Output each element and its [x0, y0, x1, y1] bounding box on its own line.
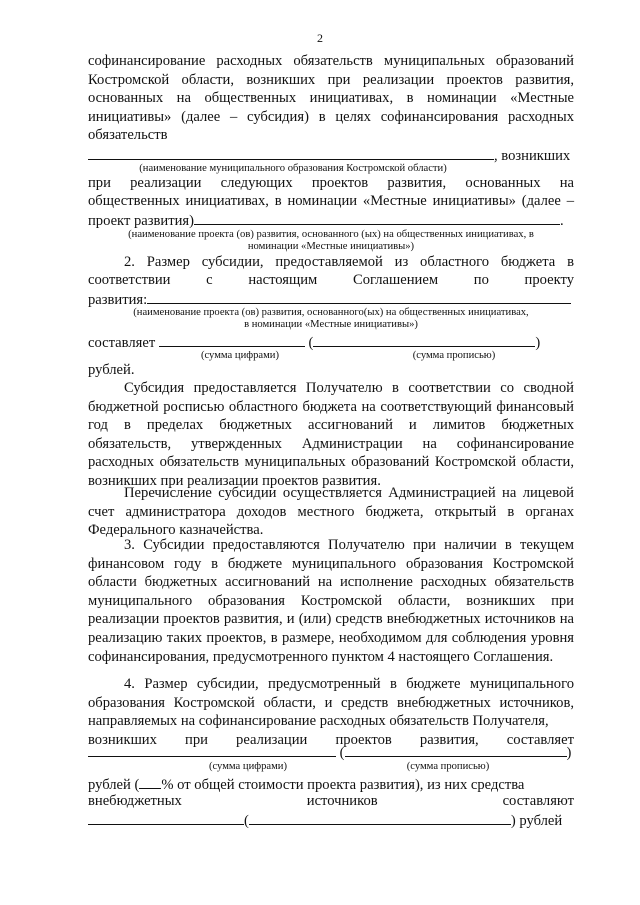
paragraph-transfer: Перечисление субсидии осуществляется Администрацией на лицевой счет администратора доходов местного бюджета, открытый в органах Федерального казначейства.	[88, 485, 574, 539]
project-blank	[194, 210, 560, 225]
page-number: 2	[317, 31, 323, 45]
sum-digits-blank	[159, 332, 305, 347]
project2-blank	[147, 289, 571, 304]
paragraph-intro: софинансирование расходных обязательств муниципальных образований Костромской области, возникших при реализации проектов развития, основанных на общественных инициативах, в номинации «Местные инициативы» (далее – субсидия) в целях софинансирования расходных обязательств	[88, 53, 574, 144]
note-project2-2: в номинации «Местные инициативы»)	[244, 319, 418, 330]
note-sum-words: (сумма прописью)	[412, 350, 496, 361]
item3-paragraph: 3. Субсидии предоставляются Получателю при наличии в текущем финансовом году в бюджете муниципального образования Костромской области бюджетных ассигнований на исполнение расходных обязательств муниципального образования Костромской области, возникших при реализации проектов развития, и (или) средств внебюджетных источников на реализацию таких проектов, в размере, необходимом для соблюдения уровня софинансирования, предусмотренного пунктом 4 настоящего Соглашения.	[88, 537, 574, 665]
project-dot: .	[559, 213, 564, 229]
note-sum-digits: (сумма цифрами)	[200, 350, 280, 361]
extra-words-blank	[249, 810, 511, 825]
sum-words-blank	[313, 332, 535, 347]
percent-blank	[139, 774, 161, 789]
note-project-2: номинации «Местные инициативы»)	[247, 241, 415, 252]
note-sum2-words: (сумма прописью)	[406, 761, 490, 772]
projects-line-2: общественных инициативах, в номинации «Местные инициативы» (далее –	[88, 193, 574, 209]
paren2-open: (	[339, 745, 345, 761]
note-municipality: (наименование муниципального образования Костромской области)	[139, 163, 447, 174]
development-label: развития:	[88, 292, 148, 308]
project-label: проект развития)	[88, 213, 194, 229]
extra-digits-blank	[88, 810, 244, 825]
note-project2-1: (наименование проекта (ов) развития, основанного(ых) на общественных инициативах,	[133, 307, 529, 318]
paren2-close: )	[566, 745, 572, 761]
extra-line: внебюджетных источников составляют	[88, 793, 574, 809]
projects-line-1: при реализации следующих проектов развития, основанных на	[88, 175, 574, 191]
extra-amount-row	[88, 810, 574, 831]
note-sum2-digits: (сумма цифрами)	[208, 761, 288, 772]
item2-line-2: соответствии с настоящим Соглашением по проекту	[88, 272, 574, 288]
amount-label: составляет	[88, 335, 156, 351]
paren3-open: (	[244, 813, 249, 829]
rubles-open: рублей (	[88, 777, 140, 793]
paren-open: (	[308, 335, 314, 351]
paragraph-subsidy: Субсидия предоставляется Получателю в соответствии со сводной бюджетной росписью областного бюджета на соответствующий финансовый год в пределах бюджетных ассигнований и лимитов бюджетных обязательств, утвержденных Администрации на софинансирование расходных обязательств муниципальных образований Костромской области, возникших при реализации проектов развития.	[88, 380, 574, 489]
rubles-text: рублей.	[88, 362, 135, 378]
note-project-1: (наименование проекта (ов) развития, основанного (ых) на общественных инициативах, в	[128, 229, 534, 240]
item4-last-line: возникших при реализации проектов развития, составляет	[88, 732, 574, 748]
percent-text: % от общей стоимости проекта развития), из них средства	[161, 777, 525, 793]
sum2-digits-blank	[88, 742, 336, 757]
item4-paragraph: 4. Размер субсидии, предусмотренный в бюджете муниципального образования Костромской области, и средств внебюджетных источников, направляемых на софинансирование расходных обязательств Получателя,	[88, 676, 574, 730]
paren-close: )	[535, 335, 541, 351]
municipality-blank	[88, 145, 494, 160]
sum2-words-blank	[345, 742, 567, 757]
arising-text: , возникших	[494, 148, 571, 164]
rubles-close: ) рублей	[510, 813, 563, 829]
item2-line-1: 2. Размер субсидии, предоставляемой из областного бюджета в	[124, 254, 574, 270]
